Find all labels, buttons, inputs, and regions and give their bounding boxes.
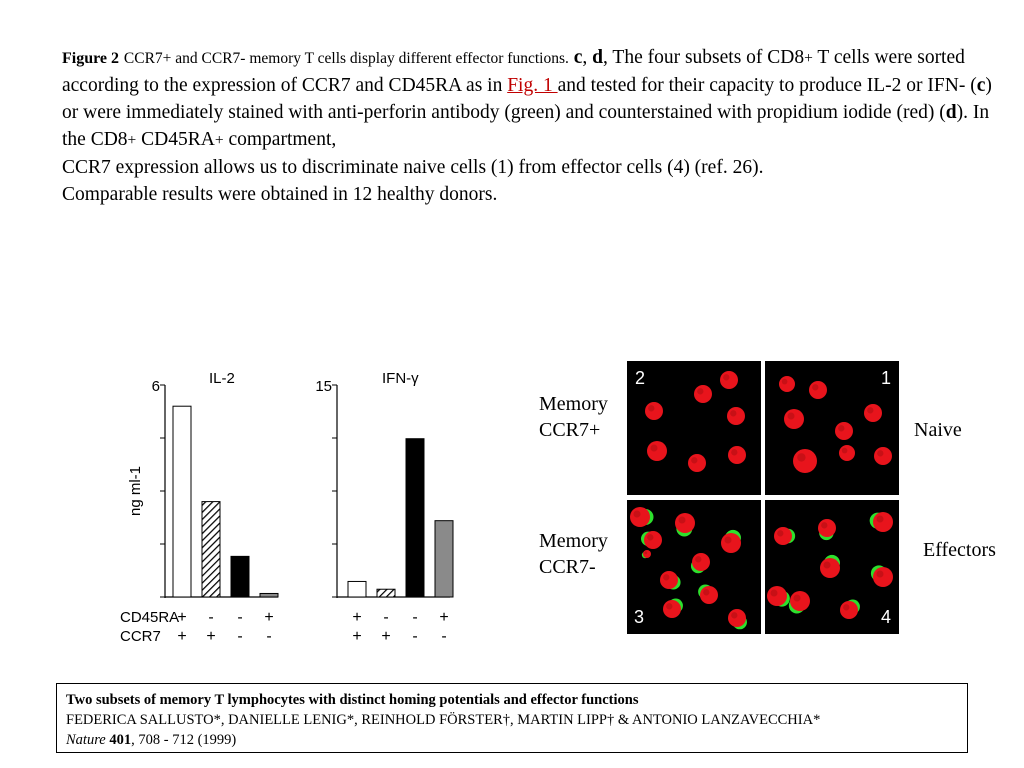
superscript-plus: +	[804, 50, 813, 67]
panel-number-3: 3	[634, 607, 645, 627]
caption-line	[62, 44, 1002, 208]
cell-nucleus	[663, 600, 681, 618]
panel-letter-c: c	[573, 47, 583, 68]
label-line: CCR7-	[539, 556, 596, 578]
bar	[260, 593, 278, 597]
nucleus-texture	[648, 405, 654, 411]
nucleus-texture	[644, 551, 647, 554]
ccr7-sign: -	[412, 628, 418, 645]
cd45ra-sign: +	[439, 609, 449, 626]
nucleus-texture	[877, 571, 884, 578]
cell-nucleus	[721, 533, 741, 553]
panel-number-1: 1	[880, 368, 891, 388]
citation-box	[56, 683, 968, 753]
cell-nucleus	[688, 454, 706, 472]
nucleus-texture	[634, 511, 641, 518]
paper-reference	[66, 730, 958, 750]
il2-chart	[127, 370, 278, 598]
bar	[231, 556, 249, 597]
figure-caption	[62, 44, 1002, 208]
nucleus-texture	[771, 590, 778, 597]
ccr7-sign: +	[381, 628, 391, 645]
nucleus-texture	[663, 574, 669, 580]
micrograph-panel-2	[627, 361, 761, 495]
caption-text-9: Comparable results were obtained in 12 healthy donors.	[62, 184, 498, 205]
bar	[202, 502, 220, 597]
y-tick-label: 15	[315, 378, 332, 395]
nucleus-texture	[867, 407, 873, 413]
cell-nucleus	[720, 371, 738, 389]
figure-label: Figure 2	[62, 50, 120, 67]
ccr7-sign: -	[266, 628, 272, 645]
cd45ra-sign: +	[352, 609, 362, 626]
ccr7-sign: +	[206, 628, 216, 645]
nucleus-texture	[843, 604, 849, 610]
memory-ccr7-neg-label	[539, 528, 608, 580]
micrograph-panel-3	[627, 500, 761, 634]
cd45ra-sign: +	[264, 609, 274, 626]
cell-nucleus	[694, 385, 712, 403]
ccr7-sign: -	[237, 628, 243, 645]
nucleus-texture	[777, 530, 783, 536]
naive-label: Naive	[914, 419, 962, 441]
nucleus-texture	[703, 589, 709, 595]
cells-panel-4	[765, 500, 899, 634]
cell-nucleus	[767, 586, 787, 606]
nucleus-texture	[782, 379, 788, 385]
nucleus-texture	[821, 522, 827, 528]
nucleus-texture	[788, 413, 795, 420]
cells-panel-3	[627, 500, 761, 634]
cell-nucleus	[675, 513, 695, 533]
label-line: Memory	[539, 530, 608, 552]
nucleus-texture	[697, 388, 703, 394]
panel-letter-d: d	[592, 47, 604, 68]
journal-pages: , 708 - 712 (1999)	[131, 732, 237, 748]
cells-panel-2	[627, 361, 761, 495]
ref-d: d	[945, 102, 957, 123]
ccr7-sign: +	[352, 628, 362, 645]
cd45ra-row-label: CD45RA	[120, 609, 180, 626]
cd45ra-sign: -	[208, 609, 214, 626]
cytokine-bar-charts	[80, 365, 490, 655]
paper-title: Two subsets of memory T lymphocytes with distinct homing potentials and effector functions	[66, 692, 639, 708]
cell-nucleus	[660, 571, 678, 589]
cell-nucleus	[839, 445, 855, 461]
ccr7-row-label: CCR7	[120, 628, 161, 645]
nucleus-texture	[877, 516, 884, 523]
nucleus-texture	[794, 595, 801, 602]
cell-nucleus	[643, 550, 651, 558]
nucleus-texture	[695, 556, 701, 562]
ref-c: c	[976, 75, 986, 96]
chart-title: IL-2	[209, 370, 235, 387]
nucleus-texture	[679, 517, 686, 524]
cell-nucleus	[692, 553, 710, 571]
caption-text-3: and tested for their capacity to produce IL-2 or IFN- (	[557, 75, 977, 96]
caption-text-8: CCR7 expression allows us to discriminate naive cells (1) from effector cells (4) (ref. 26).	[62, 157, 764, 178]
effectors-label: Effectors	[923, 539, 996, 561]
cell-nucleus	[644, 531, 662, 549]
nucleus-texture	[730, 410, 736, 416]
micrograph-panel-4	[765, 500, 899, 634]
cell-nucleus	[840, 601, 858, 619]
nucleus-texture	[731, 612, 737, 618]
cell-nucleus	[873, 567, 893, 587]
bar	[406, 439, 424, 597]
caption-text-7: compartment,	[223, 129, 337, 150]
cell-nucleus	[779, 376, 795, 392]
cell-nucleus	[873, 512, 893, 532]
caption-text-2: T cells were sorted according to the expression of CCR7 and CD45RA as in	[62, 47, 965, 96]
cell-nucleus	[809, 381, 827, 399]
cell-nucleus	[793, 449, 817, 473]
cells-panel-1	[765, 361, 899, 495]
bar	[173, 406, 191, 597]
micrograph-grid	[627, 361, 899, 634]
nucleus-texture	[842, 448, 848, 454]
cd45ra-sign: -	[412, 609, 418, 626]
cd45ra-sign: -	[383, 609, 389, 626]
y-axis-label: ng ml-1	[127, 465, 144, 517]
caption-text-5: ). In the CD8	[62, 102, 990, 150]
journal-name: Nature	[66, 732, 106, 748]
cell-nucleus	[864, 404, 882, 422]
nucleus-texture	[666, 603, 672, 609]
cd45ra-sign: +	[177, 609, 187, 626]
nucleus-texture	[691, 457, 697, 463]
nucleus-texture	[651, 445, 658, 452]
cell-nucleus	[818, 519, 836, 537]
panel-number-2: 2	[635, 368, 646, 388]
marker-signs	[177, 609, 448, 645]
nucleus-texture	[725, 537, 732, 544]
figure-title: CCR7+ and CCR7- memory T cells display different effector functions.	[123, 50, 569, 67]
nucleus-texture	[824, 562, 831, 569]
cell-nucleus	[774, 527, 792, 545]
journal-volume: 401	[109, 732, 132, 748]
micrograph-panel-1	[765, 361, 899, 495]
cell-nucleus	[645, 402, 663, 420]
caption-text-4: ) or were immediately stained with anti-perforin antibody (green) and counterstained with propidium iodide (red) (	[62, 75, 992, 123]
label-line: Memory	[539, 393, 608, 415]
caption-text-1: , The four subsets of CD8	[603, 47, 805, 68]
superscript-plus: +	[214, 132, 224, 149]
cell-nucleus	[700, 586, 718, 604]
cell-nucleus	[784, 409, 804, 429]
comma: ,	[582, 47, 588, 68]
y-tick-label: 6	[151, 378, 160, 395]
cell-nucleus	[728, 446, 746, 464]
superscript-plus: +	[127, 132, 137, 149]
nucleus-texture	[731, 449, 737, 455]
cell-nucleus	[727, 407, 745, 425]
nucleus-texture	[723, 374, 729, 380]
ccr7-sign: -	[441, 628, 447, 645]
nucleus-texture	[797, 453, 805, 461]
cell-nucleus	[647, 441, 667, 461]
memory-ccr7-pos-label	[539, 391, 608, 443]
cell-nucleus	[630, 507, 650, 527]
label-line: CCR7+	[539, 419, 601, 441]
ifn-gamma-chart	[315, 370, 453, 598]
nucleus-texture	[812, 384, 818, 390]
cell-nucleus	[835, 422, 853, 440]
chart-title: IFN-γ	[382, 370, 419, 387]
cell-nucleus	[728, 609, 746, 627]
bar	[435, 521, 453, 597]
bar	[348, 581, 366, 597]
nucleus-texture	[647, 534, 653, 540]
cell-nucleus	[874, 447, 892, 465]
bar	[377, 589, 395, 597]
nucleus-texture	[838, 425, 844, 431]
panel-number-4: 4	[880, 607, 891, 627]
ccr7-sign: +	[177, 628, 187, 645]
fig1-link[interactable]: Fig. 1	[507, 75, 558, 96]
cell-nucleus	[820, 558, 840, 578]
cd45ra-sign: -	[237, 609, 243, 626]
caption-text-6: CD45RA	[136, 129, 215, 150]
nucleus-texture	[877, 450, 883, 456]
paper-authors: FEDERICA SALLUSTO*, DANIELLE LENIG*, REINHOLD FÖRSTER†, MARTIN LIPP† & ANTONIO LANZAVECCHIA*	[66, 712, 821, 728]
cell-nucleus	[790, 591, 810, 611]
